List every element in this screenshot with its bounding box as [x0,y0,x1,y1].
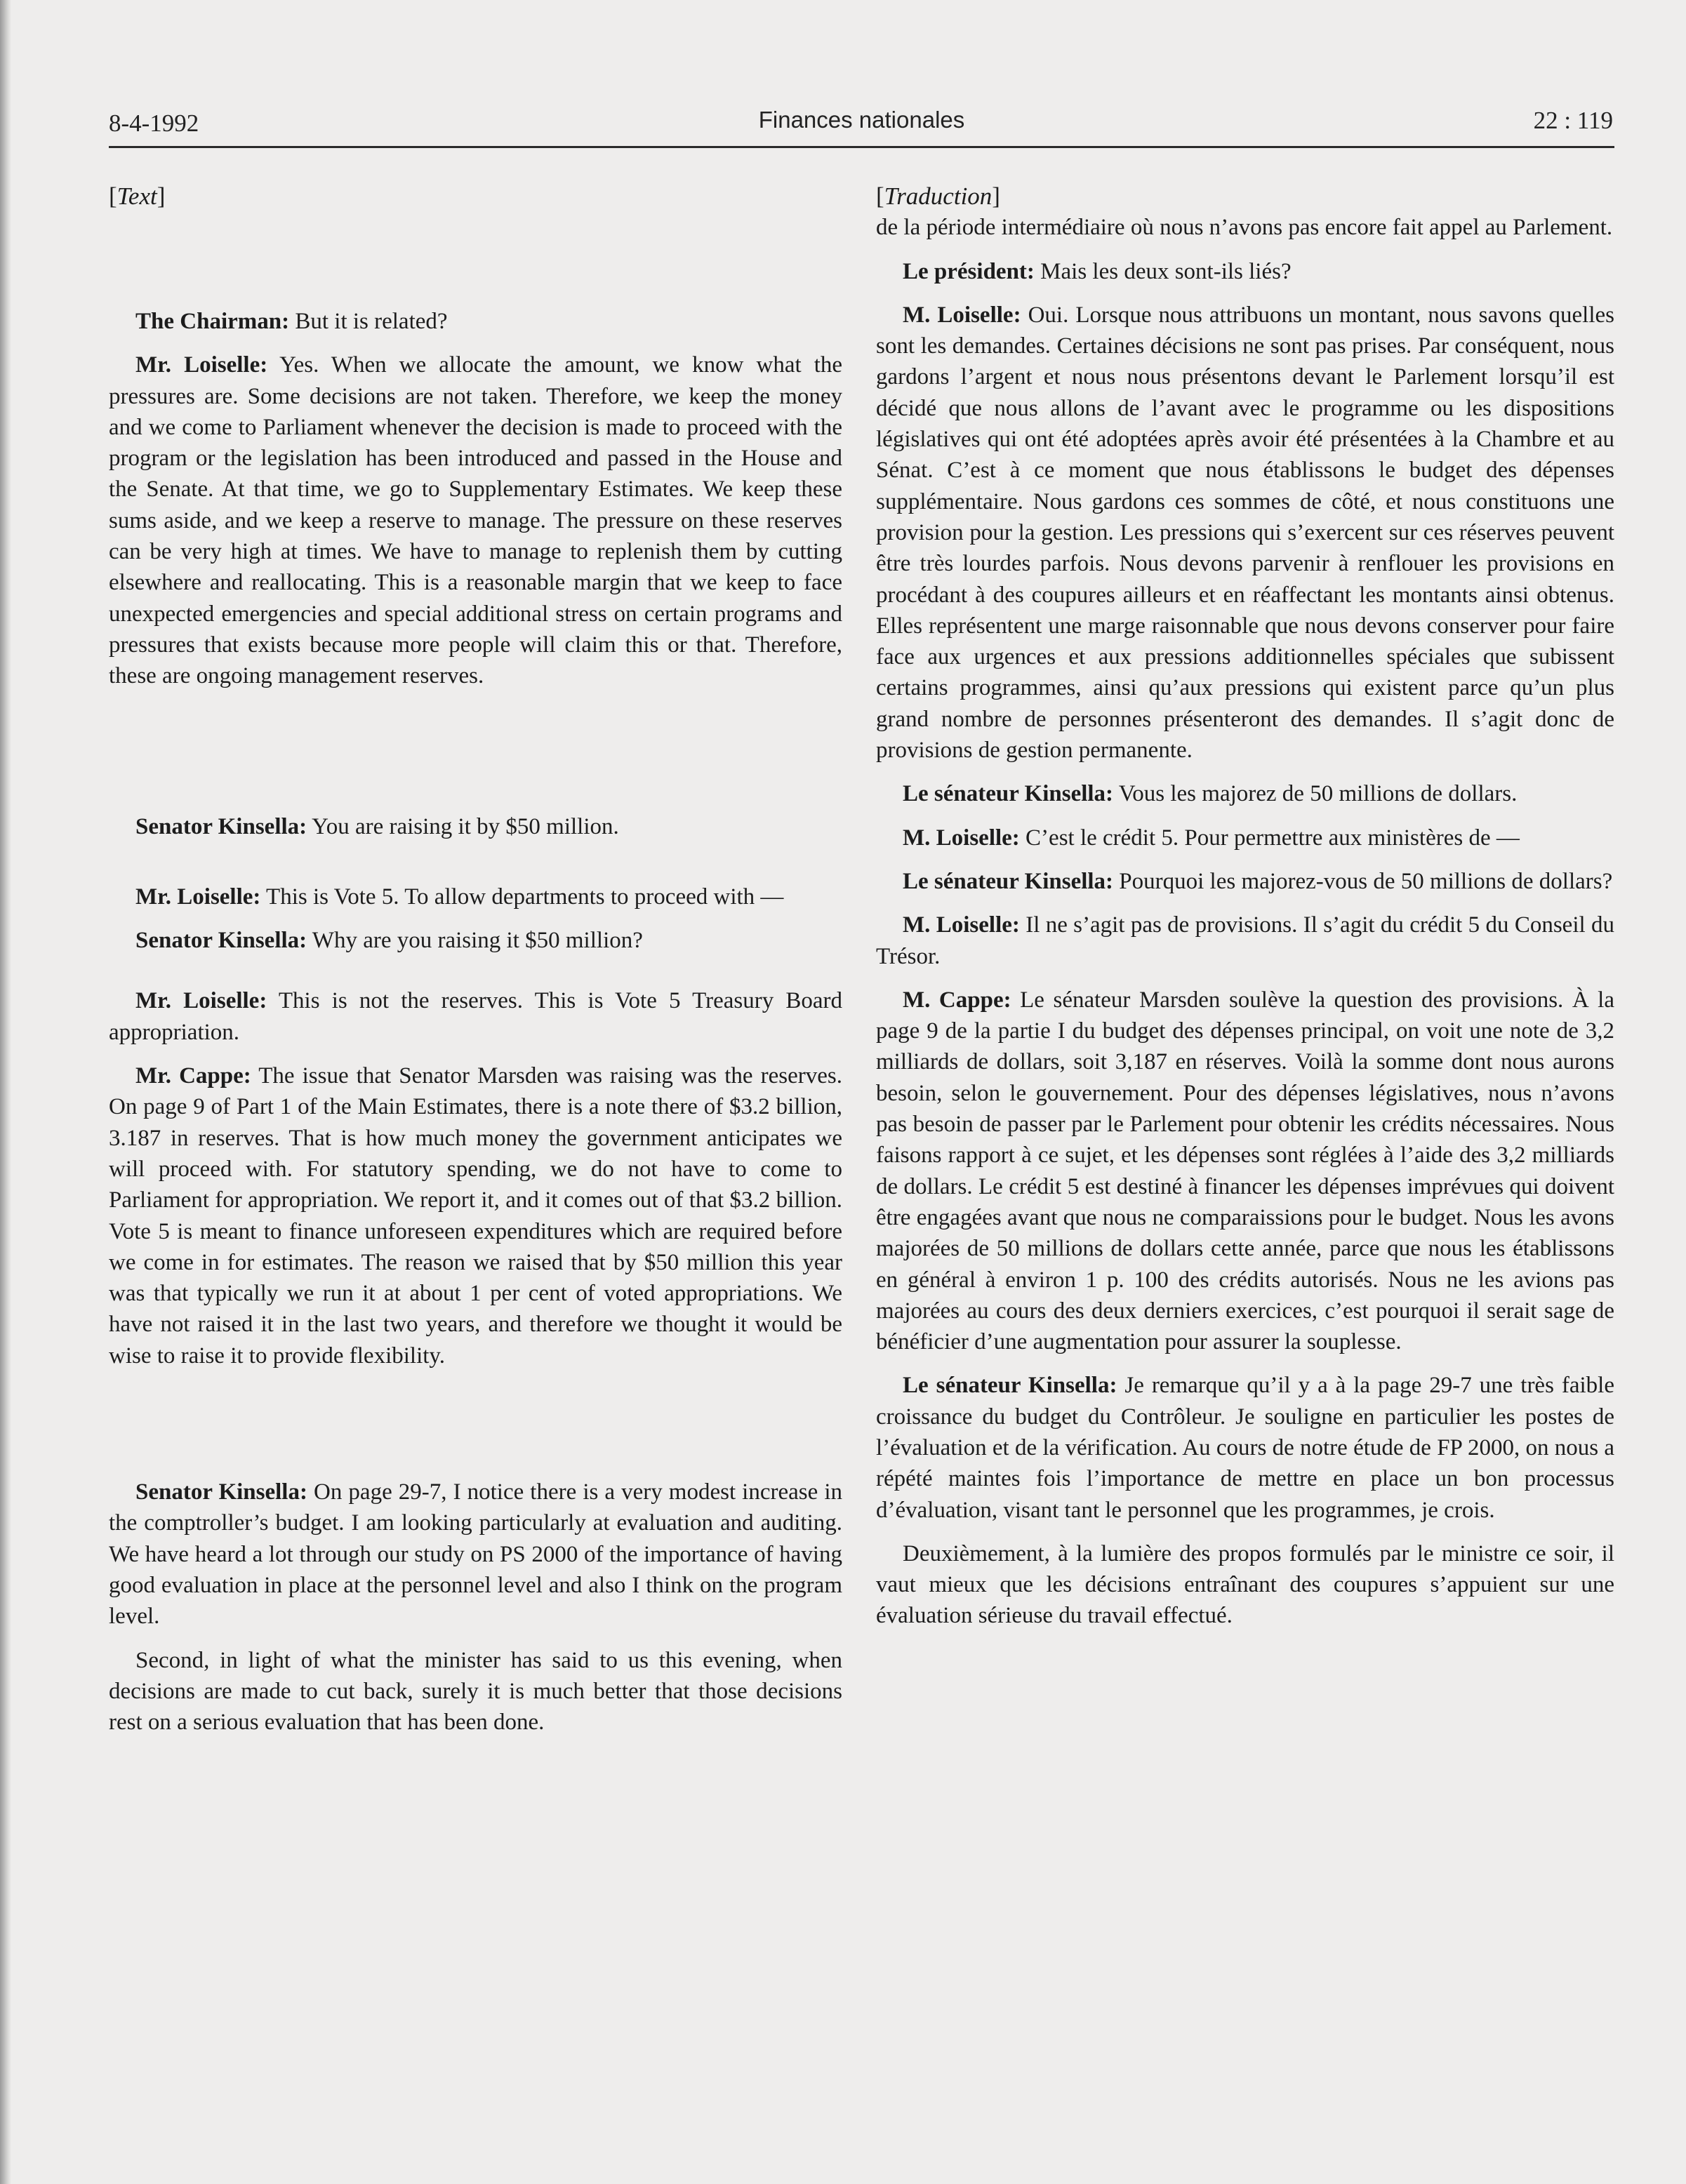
speech-text: C’est le crédit 5. Pour permettre aux ministères de — [1019,825,1520,851]
speech-text: Il ne s’agit pas de provisions. Il s’agit du crédit 5 du Conseil du Trésor. [876,912,1614,969]
french-label-text: Traduction [884,182,993,210]
speech-text: Le sénateur Marsden soulève la question des provisions. À la page 9 de la partie I du budget des dépenses principal, on voit une note de 3,2 milliards de dollars, soit 3,187 en réserves. Voilà la somme dont nous aurons besoin, selon le gouvernement. Pour des dépenses législatives, nous n’avons pas besoin de passer par le Parlement pour obtenir les crédits nécessaires. Nous faisons rapport à ce sujet, et les dépenses sont réglées à l’aide des 3,2 milliards de dollars. Le crédit 5 est destiné à financer les dépenses imprévues qui doivent être engagées avant que nous ne comparaissions pour le budget. Nous les avons majorées de 50 millions de dollars cette année, parce que nous les établissons en général à environ 1 p. 100 des crédits autorisés. Nous ne les avions pas majorées au cours des deux derniers exercices, c’est pourquoi il serait sage de bénéficier d’une augmentation pour assurer la souplesse. [876,987,1614,1355]
speaker-name: M. Loiselle: [903,825,1020,851]
speech-text: Pourquoi les majorez-vous de 50 millions de dollars? [1113,868,1613,894]
speech-text: On page 29-7, I notice there is a very modest increase in the comptroller’s budget. I am looking particularly at evaluation and auditing. We have heard a lot through our study on PS 2000 of the importance of having good evaluation in place at the personnel level and also I think on the program level. [109,1479,842,1630]
speaker-name: Le sénateur Kinsella: [903,868,1114,894]
speech-text: Mais les deux sont-ils liés? [1034,258,1292,284]
speech-text: Deuxièmement, à la lumière des propos formulés par le ministre ce soir, il vaut mieux que les décisions entraînant des coupures s’appuient sur une évaluation sérieuse du travail effectué. [876,1540,1614,1629]
speech-paragraph [109,1477,842,1632]
english-label-open: [ [109,182,117,210]
speaker-name: Le président: [903,258,1035,284]
speaker-name: Le sénateur Kinsella: [903,1373,1117,1399]
speech-text: You are raising it by $50 million. [307,813,619,839]
speech-paragraph [109,1645,842,1738]
speech-paragraph [109,349,842,691]
speech-paragraph [109,881,842,912]
speech-paragraph [876,866,1614,897]
speaker-name: Mr. Loiselle: [135,352,268,378]
header-page-number: 22 : 119 [1533,107,1613,134]
speech-text: Second, in light of what the minister has said to us this evening, when decisions are made to cut back, surely it is much better that those decisions rest on a serious evaluation that has been done. [109,1647,842,1736]
english-label-text: Text [117,182,157,210]
english-column-label [109,181,842,265]
french-column [876,181,1614,1632]
speech-paragraph [109,985,842,1048]
continuation-paragraph: de la période intermédiaire où nous n’avons pas encore fait appel au Parlement. [876,215,1613,241]
speech-text: But it is related? [289,309,448,334]
speech-paragraph [876,985,1614,1358]
header-date: 8-4-1992 [109,109,199,137]
speech-text: Why are you raising it $50 million? [307,928,643,954]
speaker-name: M. Loiselle: [903,912,1020,938]
speech-paragraph [109,306,842,337]
speech-paragraph [876,1370,1614,1525]
speech-text: Yes. When we allocate the amount, we know what the pressures are. Some decisions are not taken. Therefore, we keep the money and we come to Parliament whenever the decision is made to proceed with the program or the legislation has been introduced and passed in the House and the Senate. At that time, we go to Supplementary Estimates. We keep these sums aside, and we keep a reserve to manage. The pressure on these reserves can be very high at times. We have to manage to replenish them by cutting elsewhere and reallocating. This is a reasonable margin that we keep to face unexpected emergencies and special additional stress on certain programs and pressures that exists because more people will claim this or that. Therefore, these are ongoing management reserves. [109,352,843,689]
speaker-name: Mr. Loiselle: [135,988,267,1014]
french-label-close: ] [992,182,1000,210]
speech-paragraph [876,1538,1614,1632]
speech-paragraph [876,910,1614,972]
page-header [109,104,1614,146]
speaker-name: M. Loiselle: [903,302,1021,328]
speech-paragraph [109,811,842,842]
speech-paragraph [876,300,1614,766]
speech-text: The issue that Senator Marsden was raising was the reserves. On page 9 of Part 1 of the Main Estimates, there is a note there of $3.2 billion, 3.187 in reserves. That is how much money the government anticipates we will proceed with. For statutory spending, we do not have to come to Parliament for appropriation. We report it, and it comes out of that $3.2 billion. Vote 5 is meant to finance unforeseen expenditures which are required before we come in for estimates. The reason we raised that by $50 million this year was that typically we run it at about 1 per cent of voted appropriations. We have not raised it in the last two years, and therefore we thought it would be wise to raise it to provide flexibility. [109,1063,842,1369]
page-binding-edge [0,0,11,2184]
speech-text: This is not the reserves. This is Vote 5 Treasury Board appropriation. [109,988,842,1045]
speech-paragraph [876,823,1614,853]
speech-paragraph [109,925,842,956]
speech-text: Vous les majorez de 50 millions de dollars. [1113,781,1518,807]
header-title: Finances nationales [758,107,965,133]
speaker-name: Mr. Loiselle: [135,884,261,910]
english-column [109,181,842,1738]
speaker-name: Senator Kinsella: [135,1479,307,1505]
spacer [109,265,842,306]
speech-paragraph [876,778,1614,809]
speaker-name: Le sénateur Kinsella: [903,781,1114,807]
speaker-name: Senator Kinsella: [135,928,307,954]
speech-text: This is Vote 5. To allow departments to proceed with — [260,884,784,910]
french-column-label [876,181,1614,212]
english-label-close: ] [157,182,166,210]
speech-text: Oui. Lorsque nous attribuons un montant, nous savons quelles sont les demandes. Certaines décisions ne sont pas prises. Par conséquent, nous gardons l’argent et nous nous présentons devant le Parlement lorsqu’il est décidé que nous allons de l’avant avec le programme ou les dispositions législatives qui ont été adoptées après avoir été présentées à la Chambre et au Sénat. C’est à ce moment que nous établissons le budget des dépenses supplémentaire. Nous gardons ces sommes de côté, et nous constituons une provision pour la gestion. Les pressions qui s’exercent sur ces réserves peuvent être très lourdes parfois. Nous devons parvenir à renflouer les provisions en procédant à des coupures ailleurs et en réaffectant les montants ainsi obtenus. Elles représentent une marge raisonnable que nous devons conserver pour faire face aux urgences et aux pressions additionnelles spéciales que subissent certains programmes, ainsi qu’aux pressions qui existent parce qu’un plus grand nombre de personnes présenteront des demandes. Il s’agit donc de provisions de gestion permanente. [876,302,1614,764]
speech-paragraph [109,1060,842,1371]
speaker-name: M. Cappe: [903,987,1011,1013]
speech-paragraph [876,256,1614,287]
french-label-open: [ [876,182,884,210]
speech-text: Je remarque qu’il y a à la page 29-7 une très faible croissance du budget du Contrôleur. Je souligne en particulier les postes de l’évaluation et de la vérification. Au cours de notre étude de FP 2000, on nous a répété maintes fois l’importance de mettre en place un bon processus d’évaluation, visant tant le personnel que les programmes, je crois. [876,1373,1614,1523]
speaker-name: The Chairman: [135,309,290,334]
header-rule [109,146,1614,148]
speaker-name: Mr. Cappe: [135,1063,251,1089]
speaker-name: Senator Kinsella: [135,813,307,839]
